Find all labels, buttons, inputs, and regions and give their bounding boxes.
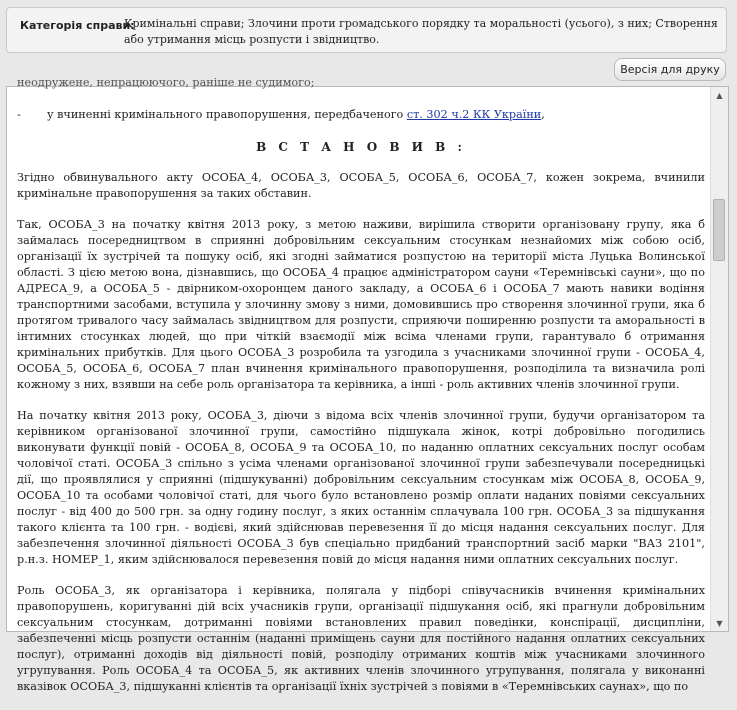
case-category-box — [6, 7, 727, 53]
bullet-text: у вчиненні кримінального правопорушення, передбаченого — [47, 108, 404, 121]
paragraph: На початку квітня 2013 року, ОСОБА_3, діючи з відома всіх членів злочинної групи, будучи організатором та керівником організованої злочинної групи, самостійно підшукала жінок, котрі добровільно погодились виконувати функції повій - ОСОБА_8, ОСОБА_9 та ОСОБА_10, по наданню оплатних сексуальних послуг особам чоловічої статі. ОСОБА_3 спільно з усіма членами організованої злочинної групи забезпечували посередницькі дії, що проявлялися у сприянні (підшукуванні) добровільним сексуальним стосункам між ОСОБА_8, ОСОБА_9, ОСОБА_10 та особами чоловічої статі, для чього було встановлено розмір оплати наданих повіями сексуальних послуг - від 400 до 500 грн. за одну годину послуг, з яких останнім сплачувала 100 грн. ОСОБА_3 за підшукання такого клієнта та 100 грн. - водієві, який здійснював перевезення її до місця надання сексуальних послуг. Для забезпечення злочинної діяльності ОСОБА_3 був спеціально придбаний транспортний засіб марки "ВАЗ 2101", р.н.з. НОМЕР_1, яким здійснювалося перевезення повій до місця надання ними оплатних сексуальних послуг. — [17, 409, 705, 566]
paragraph: Роль ОСОБА_3, як організатора і керівника, полягала у підборі співучасників вчинення кримінальних правопорушень, коригуванні дій всіх учасників групи, організації підшукання осіб, які прагнули добровільним сексуальним стосункам, дотриманні повіями встановлених правил поведінки, конспірації, дисципліни, забезпеченні місць розпусти останнім (наданні приміщень сауни для постійного надання оплатних сексуальних послуг), отриманні доходів від діяльності повій, розподілу отриманих коштів між учасниками злочинного угрупування. Роль ОСОБА_4 та ОСОБА_5, як активних членів злочинного угрупування, полягала у виконанні вказівок ОСОБА_3, підшуканні клієнтів та організації їхніх зустрічей з повіями в «Теремнівських саунах», що по — [17, 584, 705, 693]
bullet-end: , — [541, 108, 545, 121]
scrollbar-thumb[interactable] — [713, 199, 725, 261]
category-value: Кримінальні справи; Злочини проти громадського порядку та моральності (усього), з них; Створення або утримання місць розпусти і звідництво. — [124, 17, 718, 46]
bullet-dash: - — [17, 108, 21, 121]
section-heading: В С Т А Н О В И В : — [256, 140, 466, 154]
vertical-scrollbar[interactable] — [710, 87, 728, 631]
paragraph: Згідно обвинувального акту ОСОБА_4, ОСОБА_3, ОСОБА_5, ОСОБА_6, ОСОБА_7, кожен зокрема, вчинили кримінальне правопорушення за таких обставин. — [17, 171, 705, 200]
scroll-down-arrow-icon[interactable]: ▼ — [716, 618, 723, 628]
previous-text-line: неодружене, непрацюючого, раніше не судимого; — [17, 76, 315, 89]
document-viewer[interactable] — [6, 76, 729, 693]
bullet-text-wrap — [47, 107, 545, 123]
document-content — [17, 75, 705, 710]
paragraph: Так, ОСОБА_3 на початку квітня 2013 року, з метою наживи, вирішила створити організовану групу, яка б займалась посередництвом в сприянні добровільним сексуальним стосункам незнайомих між собою осіб, організації їх зустрічей та пошуку осіб, які згодні займатися розпустою на території міста Луцька Волинської області. З цією метою вона, дізнавшись, що ОСОБА_4 працює адміністратором сауни «Теремнівські сауни», що по АДРЕСА_9, а ОСОБА_5 - двірником-охоронцем даного закладу, а ОСОБА_6 і ОСОБА_7 мають навики водіння транспортними засобами, вступила у злочинну змову з ними, домовившись про створення злочинної групи, яка б протягом тривалого часу займалась звідництвом для розпусти, сприяючи поширенню розпусти та аморальності в інтимних стосунках людей, що при чіткій взаємодії між всіма членами групи, гарантувало б отримання кримінальних прибутків. Для цього ОСОБА_3 розробила та узгодила з учасниками злочинної групи - ОСОБА_4, ОСОБА_5, ОСОБА_6, ОСОБА_7 план вчинення кримінального правопорушення, розподілила та визначила ролі кожному з них, взявши на себе роль організатора та керівника, а інші - роль активних членів злочинної групи. — [17, 218, 705, 391]
print-version-button[interactable]: Версія для друку — [614, 58, 726, 81]
charge-bullet — [17, 107, 705, 123]
law-article-link[interactable]: ст. 302 ч.2 КК України — [406, 108, 542, 121]
category-label: Категорія справи: — [20, 19, 135, 32]
scroll-up-arrow-icon[interactable]: ▲ — [716, 90, 723, 100]
